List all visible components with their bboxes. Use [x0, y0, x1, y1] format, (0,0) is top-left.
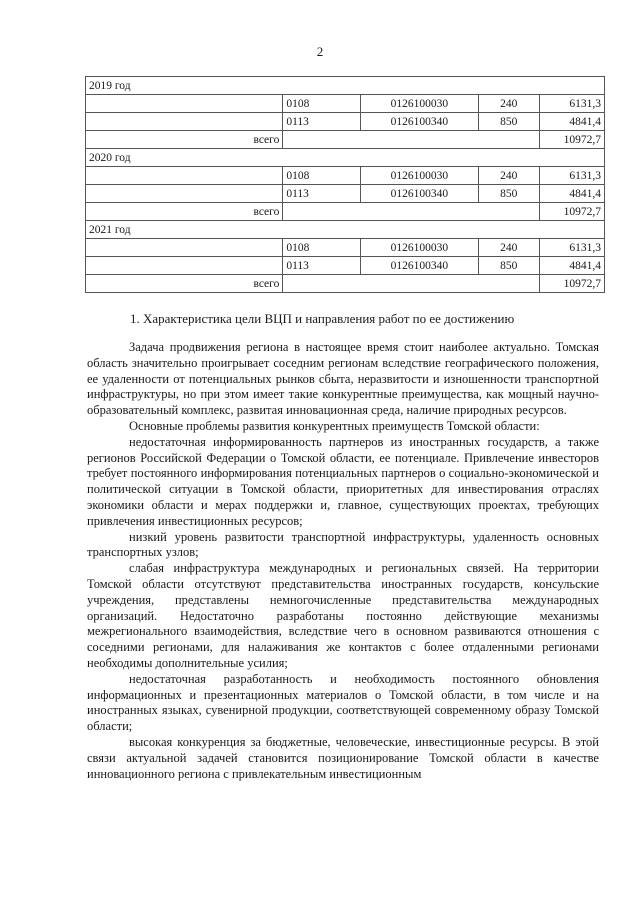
- empty-cell: [86, 95, 283, 113]
- target-code: 0126100030: [361, 95, 479, 113]
- section-code: 0113: [283, 113, 361, 131]
- year-row: [86, 221, 605, 239]
- year-row: [86, 77, 605, 95]
- total-label: всего: [86, 131, 283, 149]
- section-code: 0113: [283, 185, 361, 203]
- expense-type: 240: [478, 95, 539, 113]
- section-code: 0108: [283, 239, 361, 257]
- table-row: [86, 95, 605, 113]
- amount: 4841,4: [539, 113, 604, 131]
- section-code: 0108: [283, 95, 361, 113]
- paragraph: высокая конкуренция за бюджетные, человеческие, инвестиционные ресурсы. В этой связи актуальной задачей становится позиционирование Томской области в качестве инновационного региона с привлекательным инвестиционным: [87, 734, 599, 781]
- target-code: 0126100340: [361, 257, 479, 275]
- year-label: 2019 год: [86, 77, 605, 95]
- table-row: [86, 113, 605, 131]
- table-row: [86, 167, 605, 185]
- expense-type: 850: [478, 113, 539, 131]
- paragraph: слабая инфраструктура международных и региональных связей. На территории Томской области отсутствуют представительства иностранных государств, консульские учреждения, представлены немногочисленные представительства международных организаций. Недостаточно разработаны постоянно действующие механизмы межрегионального взаимодействия, вследствие чего в основном развиваются отношения с соседними регионами, для налаживания же контактов с более отдаленными регионами необходимы дополнительные усилия;: [87, 561, 599, 670]
- empty-cell: [86, 113, 283, 131]
- section-code: 0113: [283, 257, 361, 275]
- total-amount: 10972,7: [539, 203, 604, 221]
- paragraph: Основные проблемы развития конкурентных преимуществ Томской области:: [129, 418, 540, 433]
- year-label: 2020 год: [86, 149, 605, 167]
- target-code: 0126100030: [361, 239, 479, 257]
- year-label: 2021 год: [86, 221, 605, 239]
- section-title: 1. Характеристика цели ВЦП и направления работ по ее достижению: [130, 311, 515, 326]
- amount: 4841,4: [539, 257, 604, 275]
- funding-table: [85, 76, 605, 293]
- body-text: [87, 340, 599, 782]
- section-code: 0108: [283, 167, 361, 185]
- amount: 6131,3: [539, 239, 604, 257]
- total-row: [86, 131, 605, 149]
- expense-type: 240: [478, 167, 539, 185]
- empty-cell: [283, 131, 540, 149]
- empty-cell: [86, 239, 283, 257]
- total-label: всего: [86, 275, 283, 293]
- paragraph: Задача продвижения региона в настоящее время стоит наиболее актуально. Томская область значительно проигрывает соседним регионам вследствие географического положения, ее удаленности от потенциальных рынков сбыта, неразвитости и изношенности транспортной инфраструктуры, но при этом имеет такие конкурентные преимущества, как мощный научно-образовательный комплекс, развитая инновационная среда, наличие природных ресурсов.: [87, 340, 599, 418]
- amount: 6131,3: [539, 95, 604, 113]
- total-amount: 10972,7: [539, 131, 604, 149]
- table-row: [86, 185, 605, 203]
- total-row: [86, 275, 605, 293]
- expense-type: 240: [478, 239, 539, 257]
- empty-cell: [86, 167, 283, 185]
- empty-cell: [283, 203, 540, 221]
- target-code: 0126100340: [361, 185, 479, 203]
- paragraph: низкий уровень развитости транспортной инфраструктуры, удаленность основных транспортных узлов;: [87, 529, 599, 560]
- total-row: [86, 203, 605, 221]
- empty-cell: [86, 185, 283, 203]
- target-code: 0126100030: [361, 167, 479, 185]
- total-amount: 10972,7: [539, 275, 604, 293]
- empty-cell: [86, 257, 283, 275]
- expense-type: 850: [478, 185, 539, 203]
- expense-type: 850: [478, 257, 539, 275]
- paragraph: недостаточная разработанность и необходимость постоянного обновления информационных и презентационных материалов о Томской области, в том числе и на иностранных языках, сувенирной продукции, соответствующей современному образу Томской области;: [87, 671, 599, 734]
- year-row: [86, 149, 605, 167]
- amount: 4841,4: [539, 185, 604, 203]
- target-code: 0126100340: [361, 113, 479, 131]
- table-row: [86, 239, 605, 257]
- table-row: [86, 257, 605, 275]
- empty-cell: [283, 275, 540, 293]
- total-label: всего: [86, 203, 283, 221]
- paragraph: недостаточная информированность партнеров из иностранных государств, а также регионов Российской Федерации о Томской области, ее потенциале. Привлечение инвесторов требует постоянного информирования потенциальных партнеров о социально-экономической и политической ситуации в Томской области, приоритетных для инвестирования отраслях экономики области и мерах поддержки и, главное, существующих проектах, требующих привлечения инвестиционных ресурсов;: [87, 434, 599, 528]
- amount: 6131,3: [539, 167, 604, 185]
- page-number: 2: [316, 44, 324, 59]
